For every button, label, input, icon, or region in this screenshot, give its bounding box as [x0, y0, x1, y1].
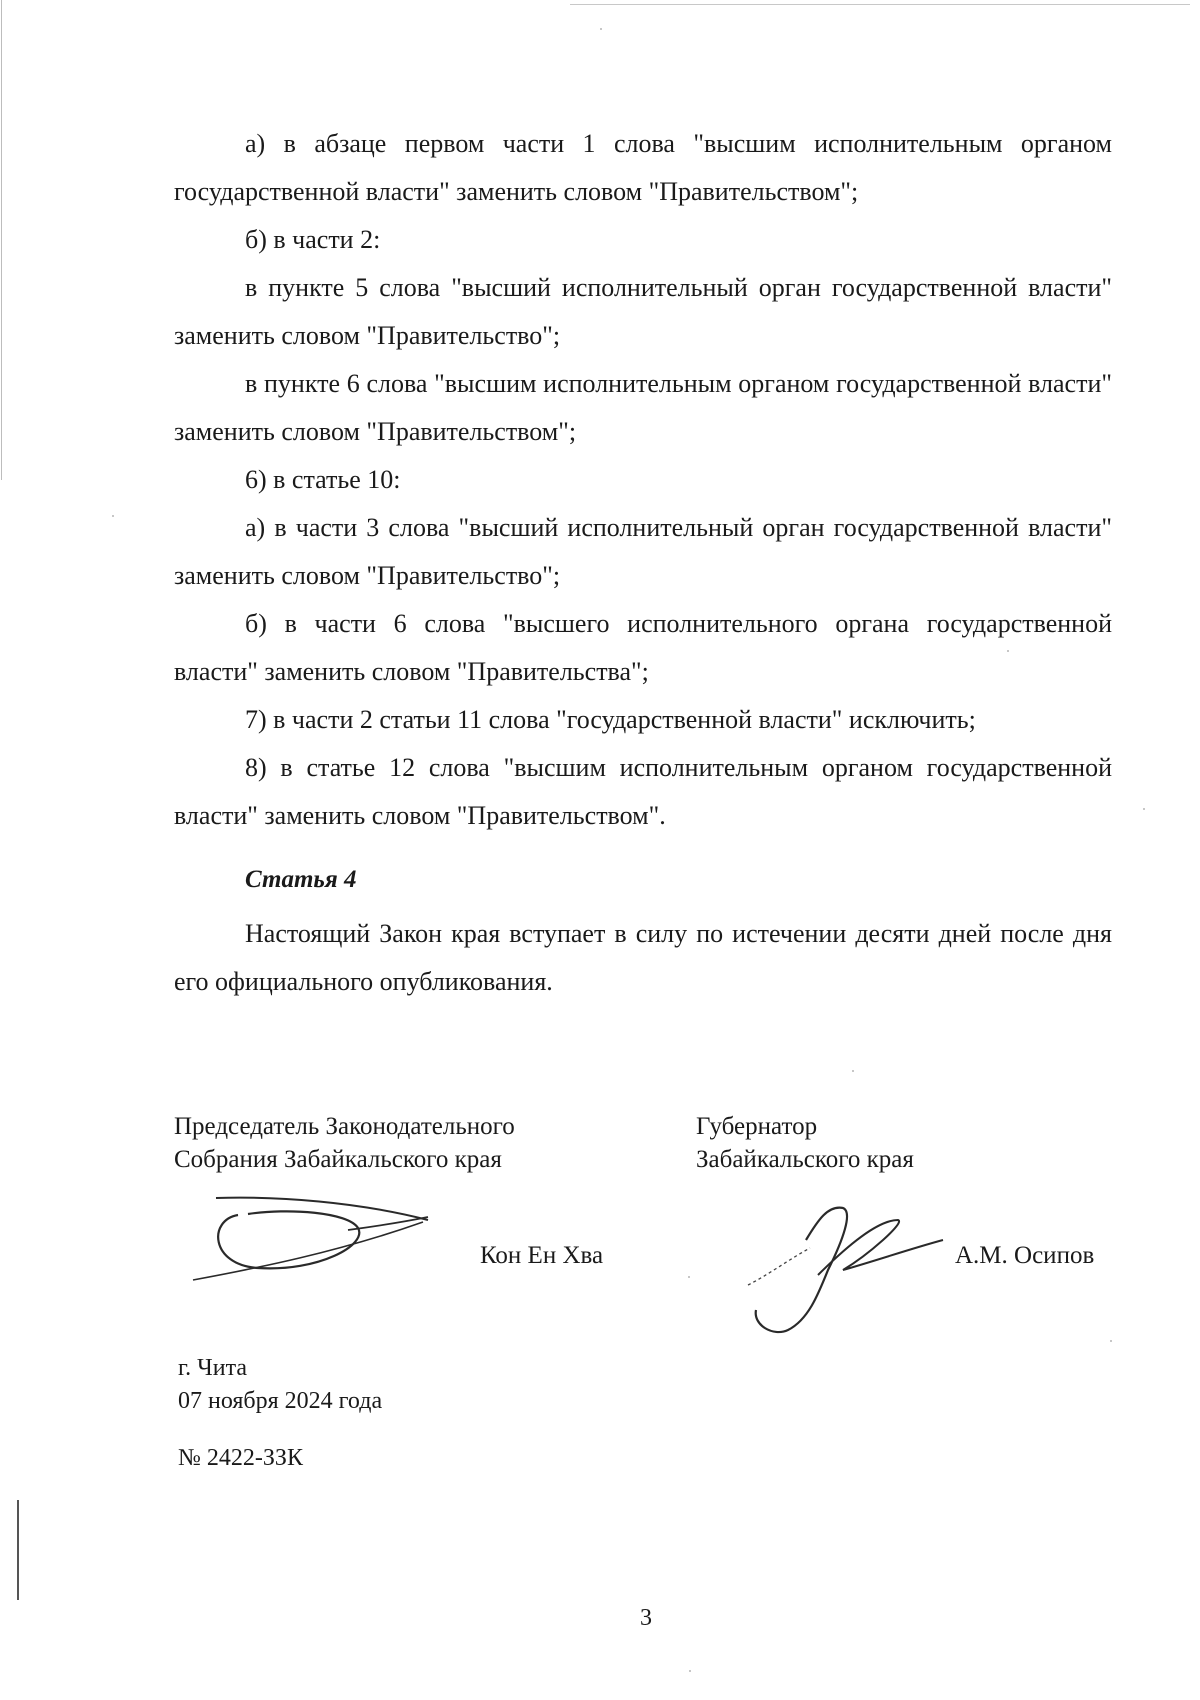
left-signatory-name: Кон Ен Хва: [480, 1242, 604, 1269]
amendment-item: 7) в части 2 статьи 11 слова "государственной власти" исключить;: [245, 705, 976, 734]
speck: [852, 1070, 854, 1072]
left-handwritten-signature: [188, 1190, 428, 1300]
speck: [112, 515, 114, 517]
right-signatory-name: А.М. Осипов: [955, 1242, 1095, 1269]
amendment-item: 8) в статье 12 слова "высшим исполнительным органом государственной власти" заменить словом "Правительством".: [174, 753, 1112, 830]
amendment-item: в пункте 5 слова "высший исполнительный орган государственной власти" заменить словом "Правительство";: [174, 273, 1112, 350]
right-signatory-title-line2: Забайкальского края: [696, 1146, 914, 1173]
amendment-item: а) в части 3 слова "высший исполнительный орган государственной власти" заменить словом "Правительство";: [174, 513, 1112, 590]
right-signatory-title-line1: Губернатор: [696, 1113, 818, 1140]
scan-edge-left-upper: [1, 0, 2, 480]
scan-edge-top: [570, 4, 1190, 5]
article-paragraph: Настоящий Закон края вступает в силу по истечении десяти дней после дня его официального опубликования.: [174, 919, 1112, 996]
scan-edge-left-lower: [17, 1500, 19, 1600]
law-number: № 2422-ЗЗК: [178, 1445, 303, 1471]
article-body: [174, 910, 1112, 1006]
date: 07 ноября 2024 года: [178, 1388, 383, 1414]
speck: [1143, 808, 1145, 810]
amendment-item: б) в части 2:: [245, 225, 381, 254]
amendment-item: б) в части 6 слова "высшего исполнительного органа государственной власти" заменить словом "Правительства";: [174, 609, 1112, 686]
amendment-item: 6) в статье 10:: [245, 465, 401, 494]
left-signatory-title-line1: Председатель Законодательного: [174, 1113, 515, 1140]
speck: [1110, 1340, 1112, 1342]
city: г. Чита: [178, 1355, 248, 1381]
amendments-list: [174, 120, 1112, 840]
left-signatory-title-line2: Собрания Забайкальского края: [174, 1146, 502, 1173]
speck: [688, 1276, 690, 1278]
amendment-item: в пункте 6 слова "высшим исполнительным органом государственной власти" заменить словом "Правительством";: [174, 369, 1112, 446]
page-number: 3: [640, 1605, 652, 1631]
amendment-item: а) в абзаце первом части 1 слова "высшим исполнительным органом государственной власти" заменить словом "Правительством";: [174, 129, 1112, 206]
right-handwritten-signature: [748, 1200, 948, 1350]
speck: [600, 28, 602, 30]
speck: [689, 1670, 691, 1672]
article-heading: Статья 4: [245, 866, 357, 893]
